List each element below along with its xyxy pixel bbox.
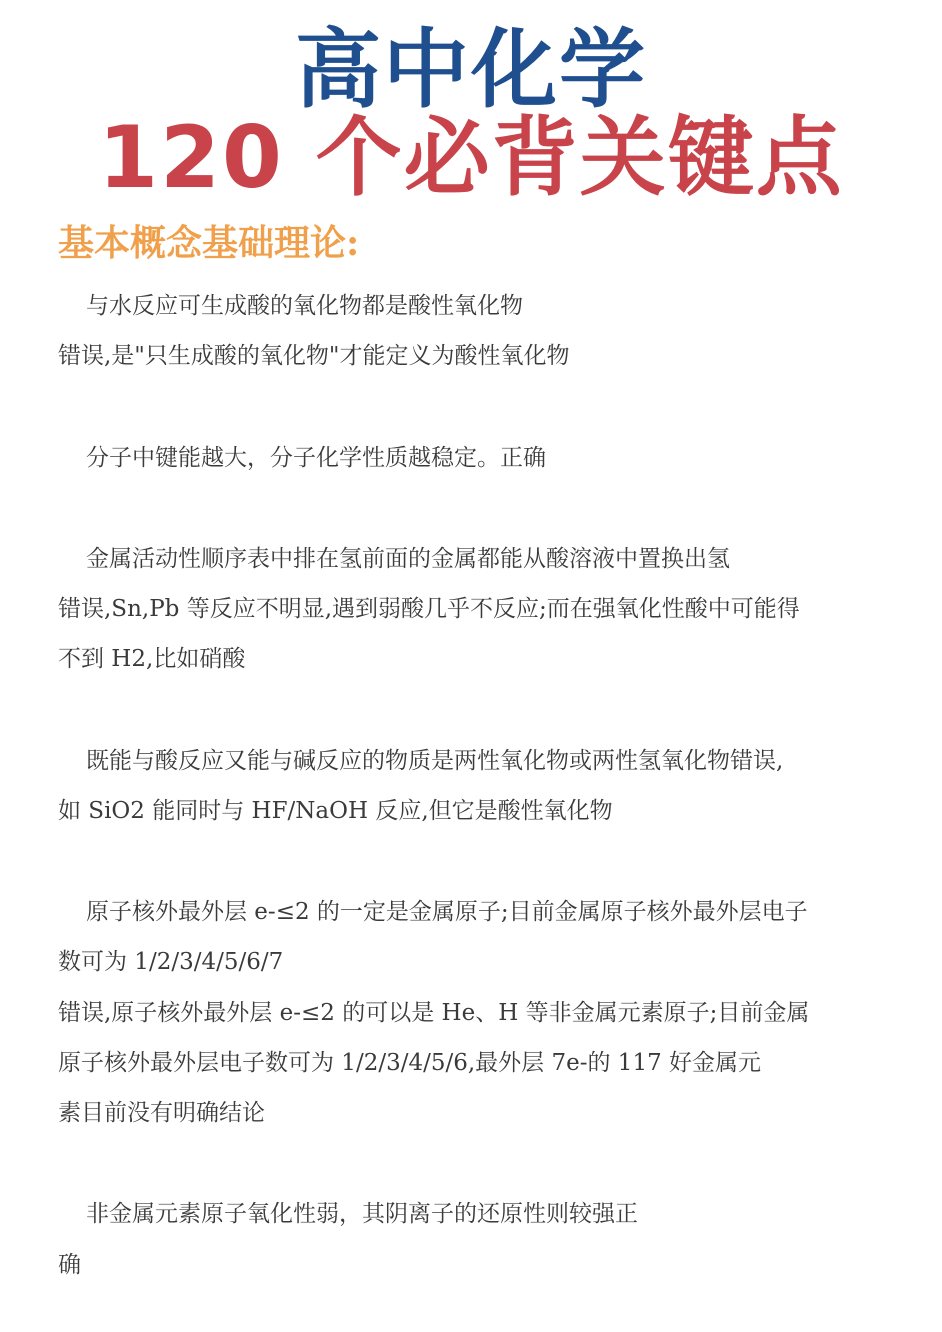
item-4-explanation-line-1: 如 SiO2 能同时与 HF/NaOH 反应,但它是酸性氧化物 [58, 798, 613, 824]
item-1-statement: 与水反应可生成酸的氧化物都是酸性氧化物 [86, 293, 523, 319]
item-5-explanation-line-2: 错误,原子核外最外层 e-≤2 的可以是 He、H 等非金属元素原子;目前金属 [58, 1000, 810, 1026]
item-6-explanation-line-1: 确 [58, 1252, 81, 1278]
item-3-statement: 金属活动性顺序表中排在氢前面的金属都能从酸溶液中置换出氢 [86, 546, 730, 572]
item-5-explanation-line-3: 原子核外最外层电子数可为 1/2/3/4/5/6,最外层 7e-的 117 好金属元 [58, 1050, 762, 1076]
item-6-statement: 非金属元素原子氧化性弱，其阴离子的还原性则较强正 [86, 1201, 638, 1227]
item-5-statement: 原子核外最外层 e-≤2 的一定是金属原子;目前金属原子核外最外层电子 [86, 899, 808, 925]
item-5-explanation-line-1: 数可为 1/2/3/4/5/6/7 [58, 949, 284, 975]
item-1-explanation-line-1: 错误,是"只生成酸的氧化物"才能定义为酸性氧化物 [58, 343, 570, 369]
item-4-statement: 既能与酸反应又能与碱反应的物质是两性氧化物或两性氢氧化物错误, [86, 748, 784, 774]
title-line-2: 120 个必背关键点 [98, 108, 844, 208]
item-2-statement: 分子中键能越大，分子化学性质越稳定。正确 [86, 445, 546, 471]
item-3-explanation-line-1: 错误,Sn,Pb 等反应不明显,遇到弱酸几乎不反应;而在强氧化性酸中可能得 [58, 596, 800, 622]
title-line-1: 高中化学 [295, 20, 647, 120]
item-3-explanation-line-2: 不到 H2,比如硝酸 [58, 646, 246, 672]
item-5-explanation-line-4: 素目前没有明确结论 [58, 1100, 265, 1126]
section-heading: 基本概念基础理论: [58, 222, 360, 264]
